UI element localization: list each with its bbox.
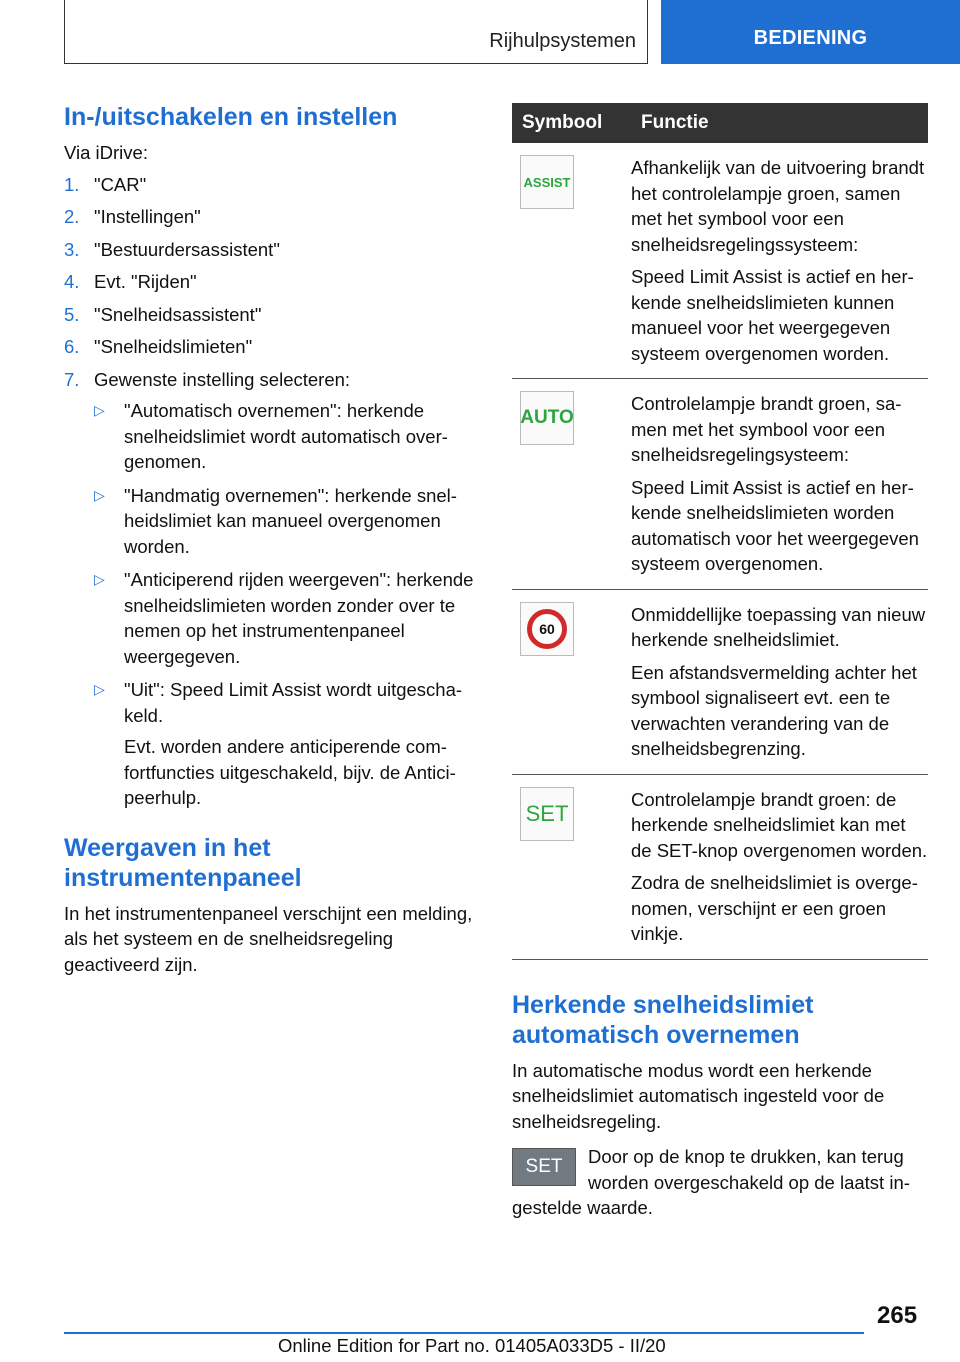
- chapter-tab: BEDIENING: [661, 0, 960, 64]
- list-item: ▷ "Anticiperend rijden weergeven": herkende snelheidslimieten worden zonder over te nemen op het instrumentenpaneel weergegeven.: [94, 569, 474, 667]
- list-item: ▷ "Handmatig overnemen": herkende snelheidslimiet kan manueel overgenomen worden.: [94, 484, 457, 557]
- list-item: 1. "CAR": [64, 173, 147, 195]
- auto-icon: AUTO: [520, 391, 574, 445]
- table-header-function: Functie: [631, 103, 928, 143]
- table-header-row: [512, 103, 928, 143]
- set-icon: SET: [520, 787, 574, 841]
- intro-text: Via iDrive:: [64, 142, 148, 163]
- right-column: [512, 103, 928, 1221]
- speed-limit-60-icon: 60: [520, 602, 574, 656]
- table-row: 60 Onmiddellijke toepassing van nieuw herkende snelheidslimiet. Een afstandsvermelding achter het symbool signaliseert evt. een te verwachten verandering van de snelheidsbegrenzing.: [512, 589, 928, 774]
- table-header-symbol: Symbool: [512, 103, 631, 143]
- triangle-bullet-icon: ▷: [94, 681, 105, 697]
- options-list: [94, 398, 480, 811]
- table-row: AUTO Controlelampje brandt groen, samen met het symbool voor een snelheidsregelingsysteem: Speed Limit Assist is actief en herkende snelheidslimieten worden automatisch voor het weergegeven systeem overgenomen.: [512, 379, 928, 590]
- set-button-icon: SET: [512, 1148, 576, 1186]
- triangle-bullet-icon: ▷: [94, 486, 105, 503]
- triangle-bullet-icon: ▷: [94, 402, 105, 418]
- displays-text: In het instrumentenpaneel verschijnt een melding, als het systeem en de snelheidsregeling geactiveerd zijn.: [64, 902, 473, 975]
- section-title: Rijhulpsystemen: [489, 30, 636, 52]
- list-item: 5. "Snelheidsassistent": [64, 303, 262, 325]
- assist-icon: ASSIST: [520, 155, 574, 209]
- left-column: [64, 102, 480, 977]
- footer-divider: [64, 1332, 864, 1334]
- set-text: Door op de knop te drukken, kan terug worden overgeschakeld op de laatst ingestelde waarde.: [512, 1146, 910, 1218]
- auto-adopt-text: In automatische modus wordt een herkende snelheidslimiet automatisch ingesteld voor de snelheidsregeling.: [512, 1059, 885, 1132]
- steps-list: [64, 172, 480, 811]
- table-row: SET Controlelampje brandt groen: de herkende snelheidslimiet kan met de SET-knop overgenomen worden. Zodra de snelheidslimiet is overgenomen, verschijnt er een groen vinkje.: [512, 774, 928, 959]
- symbol-table: [512, 103, 928, 960]
- list-item: 3. "Bestuurdersassistent": [64, 238, 280, 260]
- list-item: ▷ "Uit": Speed Limit Assist wordt uitgeschakeld. Evt. worden andere anticiperende comfortfuncties uitgeschakeld, bijv. de Anticipeerhulp.: [94, 679, 463, 808]
- set-paragraph: [512, 1144, 928, 1221]
- list-item: 6. "Snelheidslimieten": [64, 336, 253, 357]
- list-item: 4. Evt. "Rijden": [64, 271, 197, 292]
- heading-auto-adopt: Herkende snelheidslimiet automatisch overnemen: [512, 990, 814, 1049]
- list-item: 2. "Instellingen": [64, 206, 201, 227]
- list-item: ▷ "Automatisch overnemen": herkende snelheidslimiet wordt automatisch overgenomen.: [94, 400, 448, 472]
- triangle-bullet-icon: ▷: [94, 571, 105, 587]
- heading-displays: Weergaven in het instrumentenpaneel: [64, 833, 302, 892]
- footer-edition: Online Edition for Part no. 01405A033D5 - II/20: [278, 1335, 666, 1356]
- page-number: 265: [877, 1302, 918, 1329]
- table-row: ASSIST Afhankelijk van de uitvoering brandt het controlelampje groen, samen met het symbool voor een snelheidsregelingssysteem: Speed Limit Assist is actief en herkende snelheidslimieten kunnen manueel voor het weergegeven systeem overgenomen worden.: [512, 143, 928, 379]
- heading-toggle-settings: In-/uitschakelen en instellen: [64, 103, 398, 131]
- list-item: 7. Gewenste instelling selecteren: ▷ "Automatisch overnemen": herkende snelheidslimiet wordt automatisch overgenomen. ▷ "Handmatig overnemen": herkende snelheidslimiet kan manueel overgenomen worden. ▷ "Anticiperend rijden weergeven": herkende snelheidslimieten worden zonder over te nemen op het instrumentenpaneel weergegeven. ▷ "Uit": Speed Limit Assist wordt uitgeschakeld. Evt. worden andere anticiperende comfortfuncties uitgeschakeld, bijv. de Anticipeerhulp.: [64, 367, 480, 811]
